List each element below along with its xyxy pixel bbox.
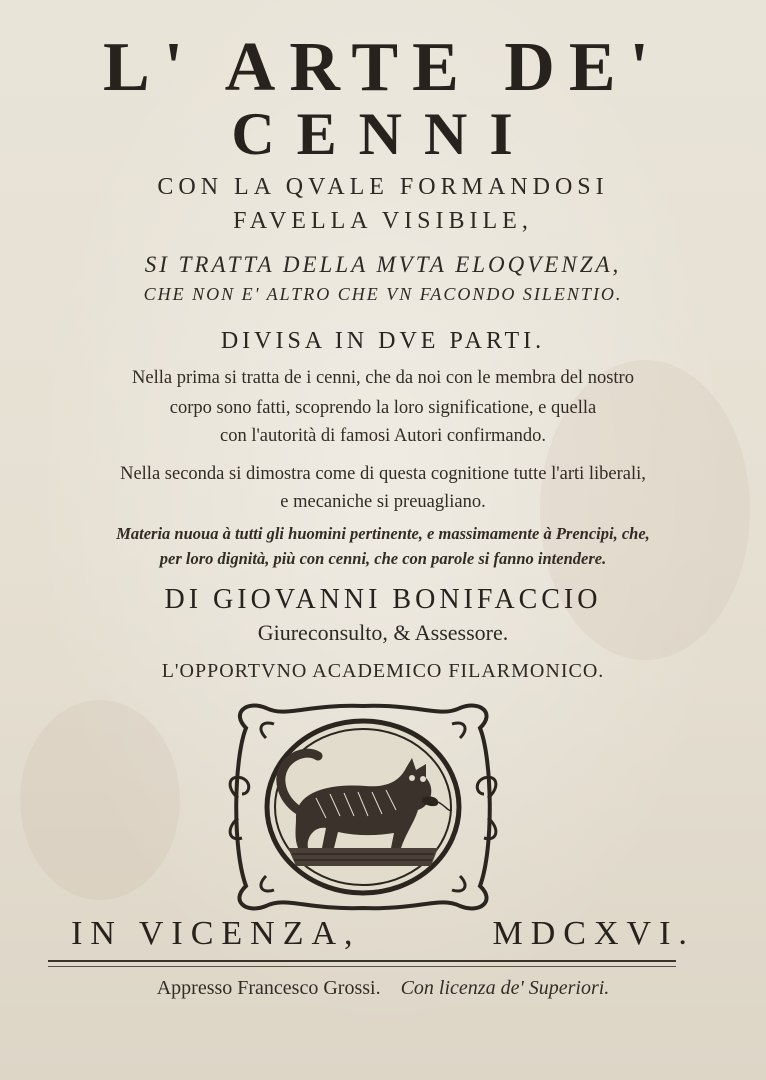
subtitle-line-3: SI TRATTA DELLA MVTA ELOQVENZA, xyxy=(144,252,622,277)
subtitle-line-1: CON LA QVALE FORMANDOSI xyxy=(157,174,609,200)
author-titles: Giureconsulto, & Assessore. xyxy=(257,620,509,645)
title-line-1: L' ARTE DE' xyxy=(103,29,663,106)
imprint-city-year: IN VICENZA, MDCXVI. xyxy=(71,915,695,952)
title-line-2: CENNI xyxy=(231,101,535,167)
dedication-line-1: Materia nuoua à tutti gli huomini pertinente, e massimamente à Prencipi, che, xyxy=(116,524,650,543)
academy-name: L'OPPORTVNO ACADEMICO FILARMONICO. xyxy=(161,660,605,682)
part1-line-3: con l'autorità di famosi Autori confirmando. xyxy=(220,426,546,446)
printers-device-cat-emblem xyxy=(226,698,500,916)
printer-name: Appresso Francesco Grossi. xyxy=(156,977,381,999)
subtitle-line-2: FAVELLA VISIBILE, xyxy=(233,208,533,234)
part2-line-1: Nella seconda si dimostra come di questa cognitione tutte l'arti liberali, xyxy=(120,464,646,484)
imprint-printer-line xyxy=(0,977,766,1000)
part2-line-2: e mecaniche si preuagliano. xyxy=(280,492,486,512)
paper-stain xyxy=(20,700,180,900)
division-heading: DIVISA IN DVE PARTI. xyxy=(220,328,546,354)
part1-line-2: corpo sono fatti, scoprendo la loro significatione, e quella xyxy=(169,398,597,418)
subtitle-line-4: CHE NON E' ALTRO CHE VN FACONDO SILENTIO. xyxy=(143,284,623,304)
part1-line-1: Nella prima si tratta de i cenni, che da noi con le membra del nostro xyxy=(132,368,634,388)
dedication-line-2: per loro dignità, più con cenni, che con parole si fanno intendere. xyxy=(159,549,607,568)
license-text: Con licenza de' Superiori. xyxy=(400,977,610,999)
imprint-rule xyxy=(48,960,676,967)
author-name: DI GIOVANNI BONIFACCIO xyxy=(164,584,602,615)
